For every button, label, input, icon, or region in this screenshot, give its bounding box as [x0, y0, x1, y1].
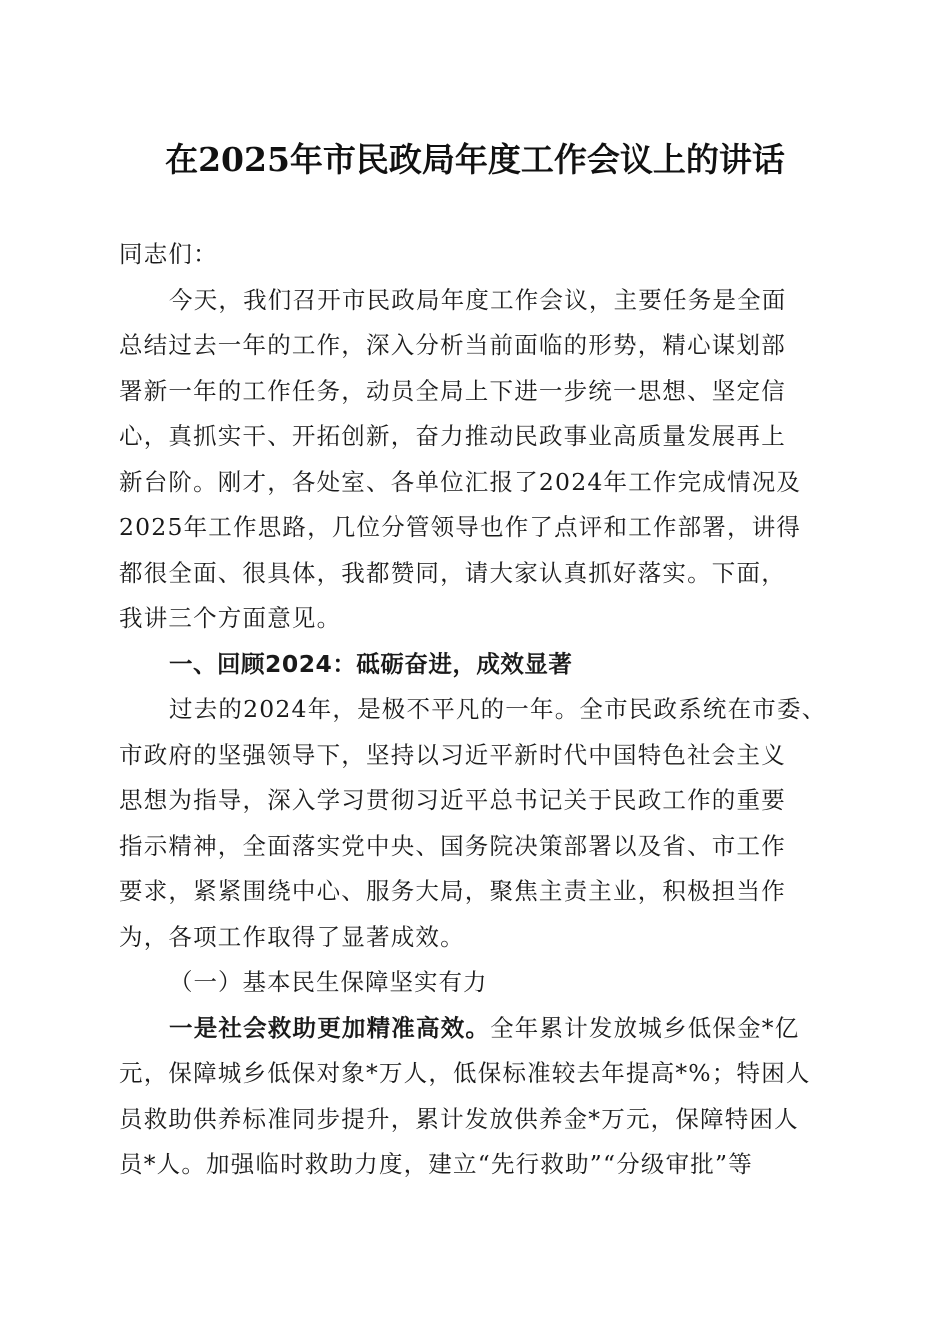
paragraph-line: 指示精神，全面落实党中央、国务院决策部署以及省、市工作	[119, 831, 786, 860]
paragraph-line: 2025年工作思路，几位分管领导也作了点评和工作部署，讲得	[119, 513, 802, 541]
paragraph-line: 新台阶。刚才，各处室、各单位汇报了2024年工作完成情况及	[119, 467, 802, 496]
subsection-heading: （一）基本民生保障坚实有力	[169, 968, 488, 996]
paragraph-line: 要求，紧紧围绕中心、服务大局，聚焦主责主业，积极担当作	[119, 877, 786, 905]
paragraph-text: 全年累计发放城乡低保金*亿	[490, 1013, 800, 1042]
paragraph-line: 元，保障城乡低保对象*万人，低保标准较去年提高*%；特困人	[119, 1059, 811, 1087]
section-heading: 一、回顾2024：砥砺奋进，成效显著	[169, 649, 573, 678]
paragraph-line: 为，各项工作取得了显著成效。	[119, 922, 465, 951]
paragraph-line: 总结过去一年的工作，深入分析当前面临的形势，精心谋划部	[119, 331, 786, 359]
paragraph-line: 思想为指导，深入学习贯彻习近平总书记关于民政工作的重要	[119, 786, 786, 814]
paragraph-line	[119, 1006, 825, 1052]
paragraph-line: 署新一年的工作任务，动员全局上下进一步统一思想、坚定信	[119, 376, 786, 405]
lead-phrase: 一是社会救助更加精准高效。	[169, 1013, 491, 1042]
document-title: 在2025年市民政局年度工作会议上的讲话	[165, 140, 785, 179]
paragraph-line: 今天，我们召开市民政局年度工作会议，主要任务是全面	[169, 285, 787, 314]
paragraph-line: 我讲三个方面意见。	[119, 604, 342, 632]
paragraph-line: 过去的2024年，是极不平凡的一年。全市民政系统在市委、	[169, 695, 827, 723]
paragraph-line: 都很全面、很具体，我都赞同，请大家认真抓好落实。下面，	[119, 558, 786, 587]
paragraph-line: 员*人。加强临时救助力度，建立“先行救助”“分级审批”等	[119, 1150, 753, 1178]
document-body	[119, 232, 825, 1188]
paragraph-line: 心，真抓实干、开拓创新，奋力推动民政事业高质量发展再上	[119, 422, 786, 450]
paragraph-line: 员救助供养标准同步提升，累计发放供养金*万元，保障特困人	[119, 1104, 799, 1133]
paragraph-line: 市政府的坚强领导下，坚持以习近平新时代中国特色社会主义	[119, 740, 786, 769]
salutation: 同志们：	[119, 240, 218, 268]
